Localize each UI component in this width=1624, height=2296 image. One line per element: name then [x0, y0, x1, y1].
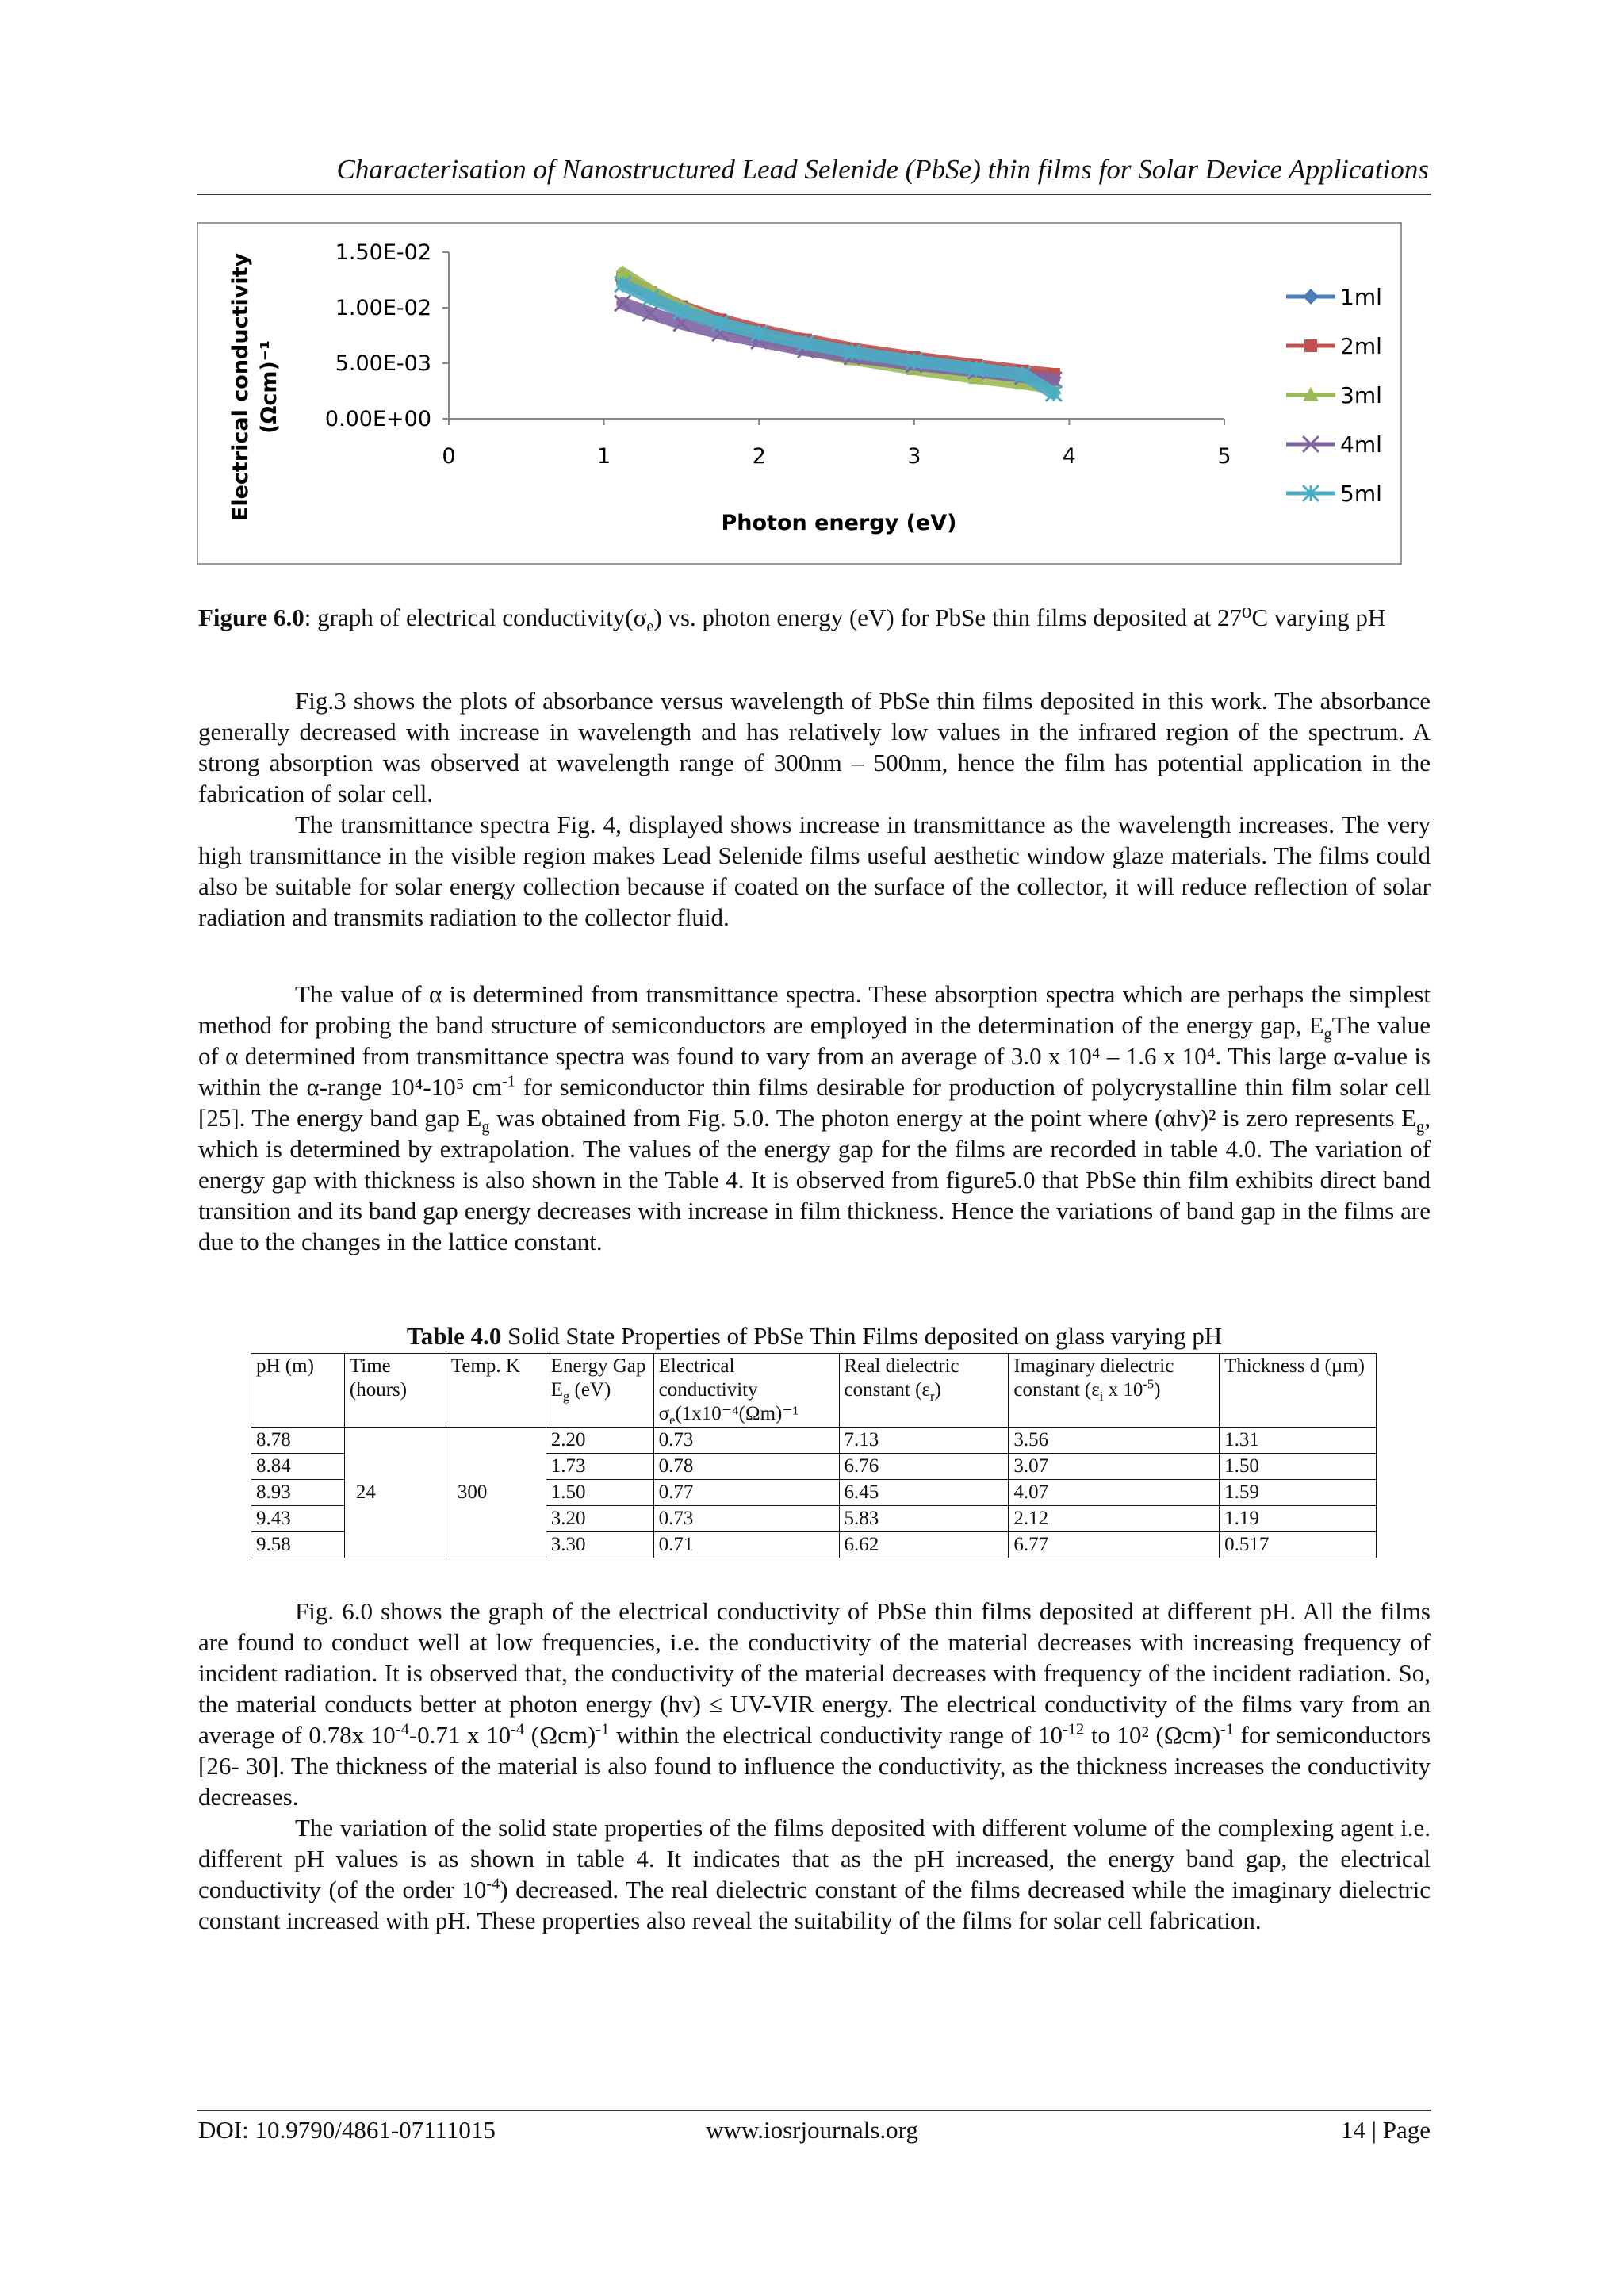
y-axis-unit-label: (Ωcm)⁻¹ — [257, 340, 282, 434]
cell-real: 6.62 — [839, 1532, 1009, 1558]
paragraph-conductivity — [198, 1596, 1431, 1812]
cell-eg: 3.20 — [546, 1506, 653, 1532]
header-thickness: Thickness d (µm) — [1220, 1354, 1377, 1428]
p4-sup-5: -1 — [1220, 1720, 1235, 1738]
p4-text-f: for semiconductors [26- 30]. The thickness of the material is also found to influence the conductivity, as the thickness increases the conductivity decreases. — [198, 1721, 1431, 1811]
header-real-text: Real dielectric constant (ε — [844, 1355, 959, 1401]
p5-text-a: The variation of the solid state properties of the films deposited with different volume of the complexing agent i.e. different pH values is as shown in table 4. It indicates that as the pH increased, the energy band gap, the electrical conductivity (of the order 10 — [198, 1814, 1431, 1903]
y-tick-label: 1.00E-02 — [335, 296, 431, 320]
legend-label: 2ml — [1340, 333, 1382, 359]
footer-page-number: 14 | Page — [1341, 2116, 1431, 2144]
cell-thickness: 1.50 — [1220, 1454, 1377, 1480]
caption-text-1: : graph of electrical conductivity(σ — [304, 604, 647, 631]
cell-imag: 2.12 — [1009, 1506, 1220, 1532]
legend-label: 4ml — [1340, 431, 1382, 458]
header-real-sub: r — [929, 1389, 935, 1404]
cell-real: 6.76 — [839, 1454, 1009, 1480]
p4-text-c: (Ωcm) — [524, 1721, 596, 1749]
header-conductivity — [653, 1354, 839, 1428]
y-tick-label: 5.00E-03 — [335, 351, 431, 376]
cell-imag: 3.07 — [1009, 1454, 1220, 1480]
figure-caption — [198, 603, 1431, 636]
x-tick-label: 2 — [752, 444, 766, 469]
header-imag-end: ) — [1154, 1379, 1161, 1401]
cell-imag: 4.07 — [1009, 1480, 1220, 1506]
body-section-2 — [198, 979, 1431, 1257]
cell-imag: 3.56 — [1009, 1428, 1220, 1454]
chart-svg — [198, 224, 1400, 563]
data-point-marker — [1303, 289, 1319, 305]
cell-real: 6.45 — [839, 1480, 1009, 1506]
table-header-row — [251, 1354, 1377, 1428]
header-energy-sub: g — [563, 1389, 570, 1404]
legend-label: 3ml — [1340, 382, 1382, 408]
header-rule — [197, 194, 1431, 195]
p4-text-a: Fig. 6.0 shows the graph of the electrical conductivity of PbSe thin films deposited at different pH. All the films are found to conduct well at low frequencies, i.e. the conductivity of the material decreases with increasing frequency of incident radiation. It is observed that, the conductivity of the material decreases with frequency of the incident radiation. So, the material conducts better at photon energy (hv) ≤ UV-VIR energy. The electrical conductivity of the films vary from an average of 0.78x 10 — [198, 1597, 1431, 1749]
body-section-1 — [198, 685, 1431, 933]
x-tick-label: 4 — [1062, 444, 1076, 469]
cell-sigma: 0.71 — [653, 1532, 839, 1558]
cell-sigma: 0.73 — [653, 1428, 839, 1454]
header-temp: Temp. K — [446, 1354, 546, 1428]
cell-real: 5.83 — [839, 1506, 1009, 1532]
header-elec-text: Electrical conductivity σ — [658, 1355, 758, 1424]
header-energy-unit: (eV) — [569, 1379, 611, 1401]
x-tick-label: 5 — [1217, 444, 1231, 469]
p3-text-b: The value of α determined from transmittance spectra was found to vary from an average of 3.0 x 10⁴ – 1.6 x 10⁴. This large α-value is within the α-range 10⁴-10⁵ cm — [198, 1011, 1431, 1101]
header-energy-text: Energy Gap E — [550, 1355, 646, 1401]
p4-text-b: -0.71 x 10 — [408, 1721, 511, 1749]
p3-sub-3: g — [1416, 1118, 1425, 1137]
paragraph-transmittance: The transmittance spectra Fig. 4, displayed shows increase in transmittance as the wavelength increases. The very high transmittance in the visible region makes Lead Selenide films useful aesthetic window glaze materials. The films could also be suitable for solar energy collection because if coated on the surface of the collector, it will reduce reflection of solar radiation and transmits radiation to the collector fluid. — [198, 811, 1431, 931]
cell-ph: 8.78 — [251, 1428, 345, 1454]
cell-ph: 8.84 — [251, 1454, 345, 1480]
p3-sub-2: g — [481, 1118, 490, 1137]
p4-sup-1: -4 — [395, 1720, 409, 1738]
y-axis-label: Electrical conductivity — [228, 252, 253, 522]
p3-sub-1: g — [1323, 1025, 1332, 1044]
cell-eg: 1.50 — [546, 1480, 653, 1506]
cell-temp: 300 — [446, 1428, 546, 1558]
chart-axes — [325, 240, 1231, 469]
p4-sup-2: -4 — [511, 1720, 525, 1738]
cell-sigma: 0.78 — [653, 1454, 839, 1480]
cell-ph: 9.58 — [251, 1532, 345, 1558]
header-imag-mid: x 10 — [1103, 1379, 1143, 1401]
cell-thickness: 1.19 — [1220, 1506, 1377, 1532]
paragraph-alpha — [198, 979, 1431, 1257]
paragraph-absorbance: Fig.3 shows the plots of absorbance versus wavelength of PbSe thin films deposited in this work. The absorbance generally decreased with increase in wavelength and has relatively low values in the infrared region of the spectrum. A strong absorption was observed at wavelength range of 300nm – 500nm, hence the film has potential application in the fabrication of solar cell. — [198, 687, 1431, 807]
conductivity-chart — [197, 222, 1402, 565]
cell-eg: 2.20 — [546, 1428, 653, 1454]
table-title — [198, 1321, 1431, 1351]
paragraph-solid-state — [198, 1812, 1431, 1936]
legend-entry — [1286, 481, 1382, 507]
table-title-text: Solid State Properties of PbSe Thin Films deposited on glass varying pH — [501, 1322, 1223, 1350]
header-elec-rest: (1x10⁻⁴(Ωm)⁻¹ — [675, 1403, 799, 1424]
legend-entry — [1286, 431, 1382, 458]
p5-sup: -4 — [486, 1875, 500, 1893]
caption-subscript: e — [646, 618, 654, 636]
running-header: Characterisation of Nanostructured Lead Selenide (PbSe) thin films for Solar Device Applications — [336, 154, 1429, 185]
data-point-marker — [1304, 339, 1317, 352]
chart-series-layer — [615, 266, 1062, 401]
footer-doi: DOI: 10.9790/4861-07111015 — [198, 2116, 496, 2144]
p3-text-e: , which is determined by extrapolation. The values of the energy gap for the films are recorded in table 4.0. The variation of energy gap with thickness is also shown in the Table 4. It is observed from figure5.0 that PbSe thin film exhibits direct band transition and its band gap energy decreases with increase in film thickness. Hence the variations of band gap in the films are due to the changes in the lattice constant. — [198, 1104, 1431, 1255]
p3-sup: -1 — [502, 1072, 516, 1091]
header-imag-sub: i — [1099, 1389, 1104, 1404]
legend-entry — [1286, 333, 1382, 359]
cell-thickness: 0.517 — [1220, 1532, 1377, 1558]
legend-label: 1ml — [1340, 284, 1382, 310]
legend-entry — [1286, 284, 1382, 310]
figure-label: Figure 6.0 — [198, 604, 304, 631]
p5-text-b: ) decreased. The real dielectric constant of the films decreased while the imaginary dielectric constant increased with pH. These properties also reveal the suitability of the films for solar cell fabrication. — [198, 1876, 1431, 1934]
x-tick-label: 0 — [442, 444, 456, 469]
cell-eg: 1.73 — [546, 1454, 653, 1480]
p3-text-a: The value of α is determined from transmittance spectra. These absorption spectra which are perhaps the simplest method for probing the band structure of semiconductors are employed in the determination of the energy gap, E — [198, 980, 1431, 1039]
footer-rule — [197, 2110, 1431, 2111]
cell-sigma: 0.73 — [653, 1506, 839, 1532]
properties-table — [251, 1353, 1377, 1558]
legend-label: 5ml — [1340, 481, 1382, 507]
header-imag-sup: -5 — [1143, 1376, 1155, 1392]
table-row — [251, 1428, 1377, 1454]
cell-thickness: 1.31 — [1220, 1428, 1377, 1454]
header-real-end: ) — [934, 1379, 941, 1401]
cell-imag: 6.77 — [1009, 1532, 1220, 1558]
header-energy-gap — [546, 1354, 653, 1428]
cell-ph: 9.43 — [251, 1506, 345, 1532]
cell-thickness: 1.59 — [1220, 1480, 1377, 1506]
header-ph: pH (m) — [251, 1354, 345, 1428]
cell-sigma: 0.77 — [653, 1480, 839, 1506]
x-tick-label: 3 — [907, 444, 921, 469]
p4-text-e: to 10² (Ωcm) — [1084, 1721, 1221, 1749]
table-title-label: Table 4.0 — [406, 1322, 502, 1350]
chart-legend — [1286, 284, 1382, 507]
header-elec-sub: e — [669, 1412, 676, 1428]
caption-text-2: ) vs. photon energy (eV) for PbSe thin films deposited at 27⁰C varying pH — [653, 604, 1386, 631]
x-axis-label: Photon energy (eV) — [721, 511, 957, 535]
x-tick-label: 1 — [597, 444, 611, 469]
footer-site: www.iosrjournals.org — [706, 2116, 918, 2144]
header-imag-text: Imaginary dielectric constant (ε — [1013, 1355, 1174, 1401]
header-time: Time (hours) — [344, 1354, 446, 1428]
y-tick-label: 0.00E+00 — [324, 407, 431, 431]
cell-eg: 3.30 — [546, 1532, 653, 1558]
cell-ph: 8.93 — [251, 1480, 345, 1506]
cell-time: 24 — [344, 1428, 446, 1558]
y-tick-label: 1.50E-02 — [335, 240, 431, 265]
cell-real: 7.13 — [839, 1428, 1009, 1454]
legend-entry — [1286, 382, 1382, 408]
p3-text-c: for semiconductor thin films desirable for production of polycrystalline thin film solar cell [25]. The energy band gap E — [198, 1073, 1431, 1132]
p4-text-d: within the electrical conductivity range of 10 — [609, 1721, 1063, 1749]
p3-text-d: was obtained from Fig. 5.0. The photon energy at the point where (αhv)² is zero represents E — [489, 1104, 1417, 1132]
p4-sup-4: -12 — [1062, 1720, 1085, 1738]
p4-sup-3: -1 — [596, 1720, 610, 1738]
header-imag-dielectric — [1009, 1354, 1220, 1428]
header-real-dielectric — [839, 1354, 1009, 1428]
body-section-3 — [198, 1596, 1431, 1936]
